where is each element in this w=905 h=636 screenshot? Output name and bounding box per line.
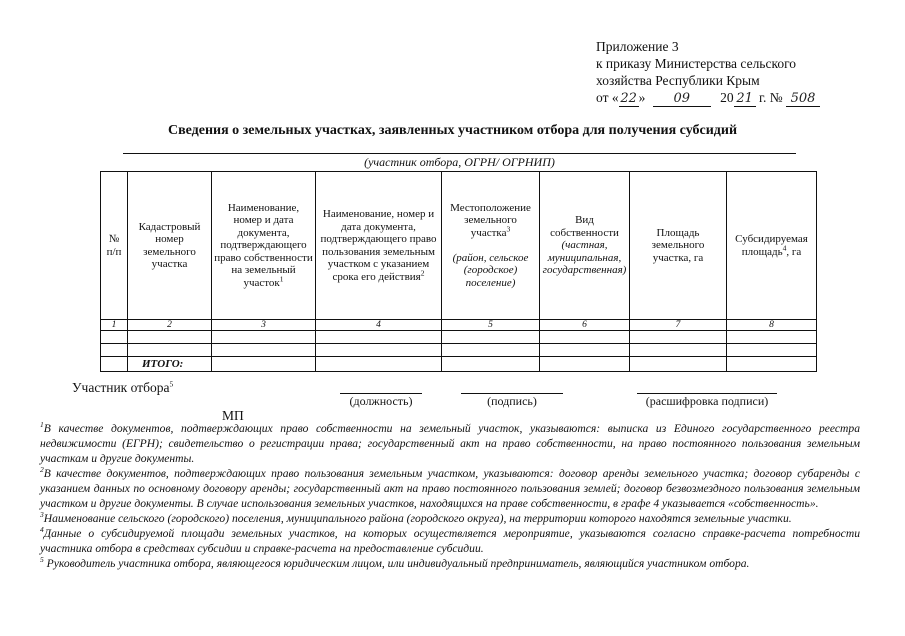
signature-caption: (подпись)	[487, 394, 537, 408]
decode-caption: (расшифровка подписи)	[645, 394, 769, 408]
date-prefix: от «	[596, 90, 619, 105]
header-subsidized-area: Субсидируемая площадь$^4$, га	[727, 172, 817, 320]
table-cell[interactable]	[630, 344, 727, 357]
participant-caption: (участник отбора, ОГРН/ ОГРНИП)	[364, 155, 555, 169]
header-ownership-doc: Наименование, номер и дата документа, подтверждающего право собственности на земельный участок$^1$	[212, 172, 316, 320]
table-cell[interactable]	[101, 344, 128, 357]
table-cell[interactable]	[727, 331, 817, 344]
position-caption: (должность)	[349, 394, 413, 408]
total-cell[interactable]	[316, 357, 442, 372]
footnote: $^3$Наименование сельского (городского) поселения, муниципального района (городского округа), на территории которого находятся земельные участки.	[40, 510, 792, 525]
appendix-line-2: к приказу Министерства сельского	[596, 56, 797, 71]
table-cell[interactable]	[442, 331, 540, 344]
table-cell[interactable]	[212, 344, 316, 357]
table-cell[interactable]	[316, 331, 442, 344]
appendix-line-1: Приложение 3	[596, 39, 679, 54]
date-month: 09	[653, 91, 711, 107]
table-cell[interactable]	[540, 344, 630, 357]
table-cell[interactable]	[212, 331, 316, 344]
column-number: 2	[128, 320, 212, 331]
header-area: Площадь земельного участка, га	[630, 172, 727, 320]
document-title: Сведения о земельных участках, заявленных участником отбора для получения субсидий	[167, 123, 738, 138]
column-number: 3	[212, 320, 316, 331]
column-number: 4	[316, 320, 442, 331]
date-close-quote: »	[638, 90, 646, 105]
footnote: $^2$В качестве документов, подтверждающих право пользования земельным участком, указываются: договор аренды земельного участка; договор субаренды с указанием данных по основному договору аренды; государственный акт на право постоянного пользования землей; договор безвозмездного пользования земельным участком и другие документы. В случае использования земельных участков, находящихся на праве собственности, в графе 4 указывается «собственность».	[40, 465, 860, 510]
table-row	[101, 331, 817, 344]
total-cell[interactable]	[540, 357, 630, 372]
participant-line	[123, 153, 796, 154]
table-cell[interactable]	[540, 331, 630, 344]
table-cell[interactable]	[128, 331, 212, 344]
date-year-suffix: 21	[734, 91, 756, 107]
date-year-prefix: 20	[720, 90, 734, 105]
header-ownership-type: Вид собственности (частная, муниципальная, государственная)	[540, 172, 630, 320]
column-number: 6	[540, 320, 630, 331]
header-usage-doc: Наименование, номер и дата документа, подтверждающего право пользования земельным участком с указанием срока его действия$^2$	[316, 172, 442, 320]
table-cell[interactable]	[316, 344, 442, 357]
date-day: 22	[620, 91, 637, 106]
header-location: Местоположение земельного участка$^3$ (район, сельское (городское) поселение)	[442, 172, 540, 320]
table-cell[interactable]	[630, 331, 727, 344]
header-number: № п/п	[101, 172, 128, 320]
participant-label: Участник отбора$^5$	[72, 379, 174, 395]
appendix-line-3: хозяйства Республики Крым	[596, 73, 760, 88]
total-row	[101, 357, 817, 372]
total-cell[interactable]	[727, 357, 817, 372]
table-cell[interactable]	[727, 344, 817, 357]
table-cell[interactable]	[101, 331, 128, 344]
table-cell[interactable]	[442, 344, 540, 357]
table-header-row	[101, 172, 817, 320]
stamp-place: МП	[222, 408, 244, 423]
footnote: $^4$Данные о субсидируемой площади земельных участков, на которых осуществляется мероприятие, указываются согласно справке-расчета потребности участника отбора в средствах субсидии и справке-расчета на предоставление субсидии.	[40, 525, 860, 555]
table-cell[interactable]	[128, 344, 212, 357]
table-row	[101, 344, 817, 357]
land-plots-table	[100, 171, 817, 372]
total-cell[interactable]	[630, 357, 727, 372]
total-label: ИТОГО:	[128, 357, 212, 372]
table-cell	[101, 357, 128, 372]
footnotes	[40, 421, 860, 571]
column-number: 7	[630, 320, 727, 331]
column-number: 8	[727, 320, 817, 331]
appendix-block	[596, 38, 820, 107]
column-number: 1	[101, 320, 128, 331]
appendix-date-line	[596, 89, 820, 107]
header-cadastral: Кадастровый номер земельного участка	[128, 172, 212, 320]
column-number-row	[101, 320, 817, 331]
footnote: $^1$В качестве документов, подтверждающих право собственности на земельный участок, указываются: выписка из Единого государственного реестра недвижимости (ЕГРН); свидетельство о регистрации права; государственный акт на право собственности, на право постоянного пользования земельным участкам и другие документы.	[40, 420, 860, 465]
footnote: $^5$ Руководитель участника отбора, являющегося юридическим лицом, или индивидуальный предприниматель, являющийся участником отбора.	[40, 555, 750, 570]
total-cell[interactable]	[212, 357, 316, 372]
date-number-label: г. №	[758, 90, 783, 105]
column-number: 5	[442, 320, 540, 331]
order-number: 508	[786, 91, 820, 107]
total-cell[interactable]	[442, 357, 540, 372]
